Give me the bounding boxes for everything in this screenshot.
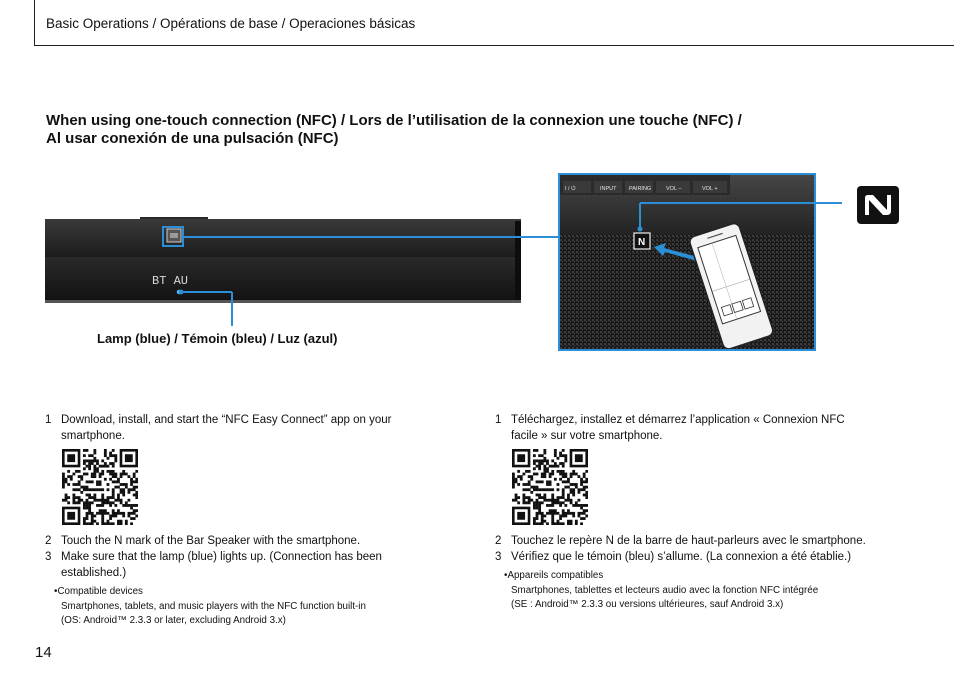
english-step-3-line-2: established.) <box>61 567 127 579</box>
french-note-line-2: (SE : Android™ 2.3.3 ou versions ultérieures, sauf Android 3.x) <box>511 599 784 610</box>
french-step-1 <box>495 412 935 444</box>
english-instructions <box>45 412 465 632</box>
english-step-2-number: 2 <box>45 535 52 547</box>
english-step-3-number: 3 <box>45 551 52 563</box>
bullet-icon: • <box>504 570 508 581</box>
section-title <box>46 112 742 148</box>
nfc-logo-icon <box>857 186 899 224</box>
input-button-label: INPUT <box>600 186 617 192</box>
closeup-svg <box>560 175 814 349</box>
pairing-button-label: PAIRING <box>629 186 652 192</box>
vol-down-button-label: VOL – <box>666 186 682 192</box>
section-title-line-2: Al usar conexión de una pulsación (NFC) <box>46 130 339 147</box>
french-step-2 <box>495 533 935 549</box>
bar-speaker-illustration <box>45 217 523 305</box>
french-step-2-text: Touchez le repère N de la barre de haut-parleurs avec le smartphone. <box>511 535 866 547</box>
speaker-n-mark-letter: N <box>638 237 646 248</box>
french-step-2-number: 2 <box>495 535 502 547</box>
english-step-1-number: 1 <box>45 414 52 426</box>
french-compatibility-note <box>504 569 934 613</box>
english-step-1 <box>45 412 465 444</box>
french-note-line-1: Smartphones, tablettes et lecteurs audio avec la fonction NFC intégrée <box>511 584 819 596</box>
french-instructions <box>495 412 935 632</box>
french-qr-code <box>512 449 588 525</box>
french-step-3-number: 3 <box>495 551 502 563</box>
english-step-3-line-1: Make sure that the lamp (blue) lights up. (Connection has been <box>61 551 382 563</box>
english-compatibility-note <box>54 585 474 629</box>
blue-lamp <box>177 290 181 294</box>
header-rule-vertical <box>34 0 35 46</box>
lamp-label: Lamp (blue) / Témoin (bleu) / Luz (azul) <box>97 331 338 346</box>
french-step-3 <box>495 549 935 565</box>
french-step-1-line-2: facile » sur votre smartphone. <box>511 430 663 442</box>
bullet-icon: • <box>54 586 58 597</box>
french-step-1-line-1: Téléchargez, installez et démarrez l’application « Connexion NFC <box>511 414 845 426</box>
french-step-3-text: Vérifiez que le témoin (bleu) s’allume. (La connexion a été établie.) <box>511 551 852 563</box>
running-header: Basic Operations / Opérations de base / Operaciones básicas <box>46 16 416 31</box>
french-note-title: Appareils compatibles <box>507 570 604 581</box>
header-rule-horizontal <box>34 45 954 46</box>
english-step-1-line-1: Download, install, and start the “NFC Easy Connect” app on your <box>61 414 392 426</box>
english-step-1-line-2: smartphone. <box>61 430 125 442</box>
english-qr-code <box>62 449 138 525</box>
section-title-line-1: When using one-touch connection (NFC) / Lors de l’utilisation de la connexion une touche (NFC) / <box>46 112 742 129</box>
english-step-2-text: Touch the N mark of the Bar Speaker with the smartphone. <box>61 535 361 547</box>
english-step-3 <box>45 549 465 581</box>
french-step-1-number: 1 <box>495 414 502 426</box>
english-step-2 <box>45 533 465 549</box>
english-note-line-2: (OS: Android™ 2.3.3 or later, excluding Android 3.x) <box>61 615 286 626</box>
bar-speaker-svg <box>45 217 523 305</box>
vol-up-button-label: VOL + <box>702 186 718 192</box>
english-note-title: Compatible devices <box>57 586 143 597</box>
power-button-label: I / ⏻ <box>565 186 576 192</box>
nfc-closeup-panel <box>558 173 816 351</box>
english-note-line-1: Smartphones, tablets, and music players with the NFC function built-in <box>61 600 366 612</box>
speaker-display-text: BT AU <box>152 274 189 288</box>
page-number: 14 <box>35 644 52 661</box>
